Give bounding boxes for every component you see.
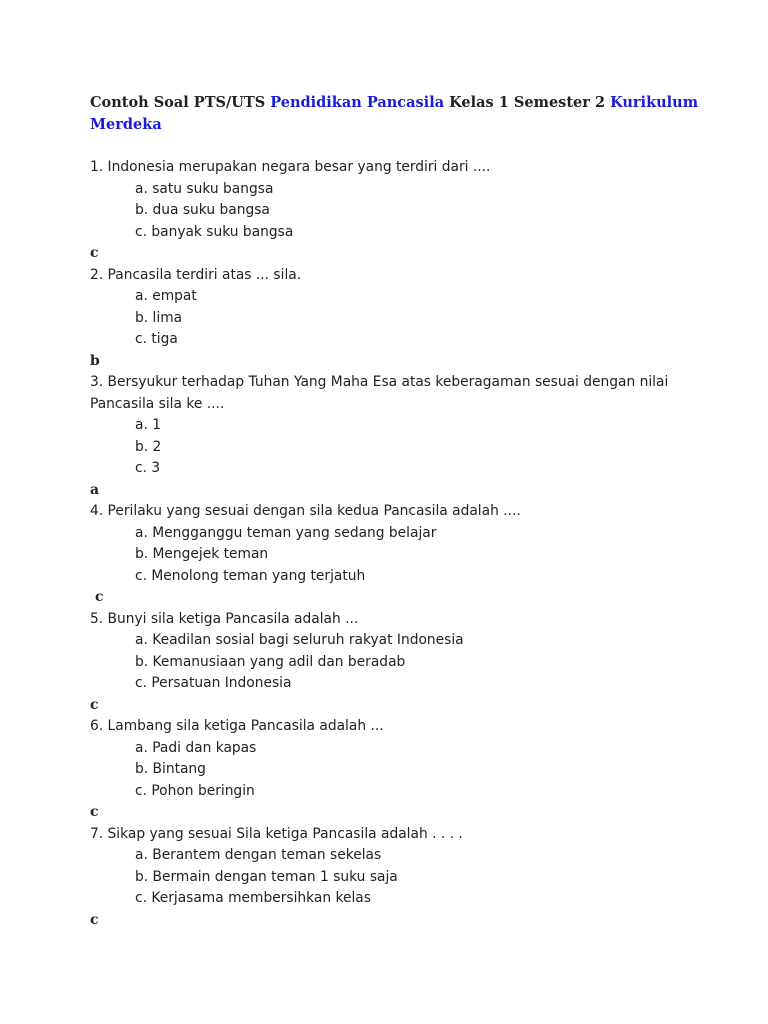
option-b: b. Kemanusiaan yang adil dan beradab — [135, 653, 406, 670]
option-a: a. Mengganggu teman yang sedang belajar — [135, 524, 437, 541]
option-list — [90, 523, 710, 588]
option-list — [90, 845, 710, 910]
answer-key: c — [90, 245, 99, 261]
question-list — [90, 157, 710, 931]
option-c: c. banyak suku bangsa — [135, 223, 294, 240]
question-text: 4. Perilaku yang sesuai dengan sila kedua Pancasila adalah .... — [90, 503, 521, 519]
option-a: a. satu suku bangsa — [135, 180, 274, 197]
question-text: 6. Lambang sila ketiga Pancasila adalah ... — [90, 718, 384, 734]
option-list — [90, 179, 710, 244]
option-b: b. Bermain dengan teman 1 suku saja — [135, 868, 398, 885]
option-a: a. Berantem dengan teman sekelas — [135, 847, 382, 863]
answer-key: c — [95, 589, 104, 605]
question-text: 2. Pancasila terdiri atas ... sila. — [90, 266, 302, 283]
question-text: 1. Indonesia merupakan negara besar yang terdiri dari .... — [90, 159, 491, 175]
option-list — [90, 630, 710, 695]
answer-key: c — [90, 804, 99, 820]
question-item — [90, 501, 710, 609]
option-list — [90, 738, 710, 803]
option-a: a. empat — [135, 288, 197, 304]
title-text-1: Contoh Soal PTS/UTS — [90, 94, 271, 111]
option-list — [90, 286, 710, 351]
question-item — [90, 716, 710, 824]
title-text-2: Kelas 1 Semester 2 — [444, 94, 611, 111]
option-a: a. 1 — [135, 417, 162, 433]
answer-key: b — [90, 352, 100, 369]
option-c: c. 3 — [135, 460, 161, 476]
answer-key: c — [90, 911, 99, 928]
option-list — [90, 415, 710, 480]
answer-key: c — [90, 696, 99, 713]
question-text: 5. Bunyi sila ketiga Pancasila adalah ... — [90, 610, 359, 627]
question-item — [90, 157, 710, 265]
title-link-pendidikan-pancasila[interactable]: Pendidikan Pancasila — [270, 94, 445, 111]
question-item — [90, 609, 710, 717]
option-c: c. tiga — [135, 331, 178, 347]
option-a: a. Padi dan kapas — [135, 739, 257, 756]
option-c: c. Pohon beringin — [135, 782, 255, 799]
question-item — [90, 824, 710, 932]
question-text: 7. Sikap yang sesuai Sila ketiga Pancasila adalah . . . . — [90, 825, 463, 842]
option-a: a. Keadilan sosial bagi seluruh rakyat Indonesia — [135, 632, 464, 648]
option-c: c. Menolong teman yang terjatuh — [135, 567, 366, 584]
question-item — [90, 372, 710, 501]
option-b: b. 2 — [135, 438, 162, 455]
option-b: b. Mengejek teman — [135, 546, 269, 562]
question-item — [90, 265, 710, 373]
document-page — [90, 92, 710, 931]
option-b: b. dua suku bangsa — [135, 202, 270, 218]
question-text: 3. Bersyukur terhadap Tuhan Yang Maha Esa atas keberagaman sesuai dengan nilai Pancasila sila ke .... — [90, 374, 669, 412]
answer-key: a — [90, 481, 100, 498]
option-c: c. Kerjasama membersihkan kelas — [135, 890, 371, 906]
option-b: b. Bintang — [135, 761, 206, 777]
option-c: c. Persatuan Indonesia — [135, 675, 292, 691]
document-title — [90, 92, 710, 136]
title-link-kurikulum-merdeka[interactable]: Kurikulum Merdeka — [90, 94, 699, 133]
option-b: b. lima — [135, 309, 183, 326]
